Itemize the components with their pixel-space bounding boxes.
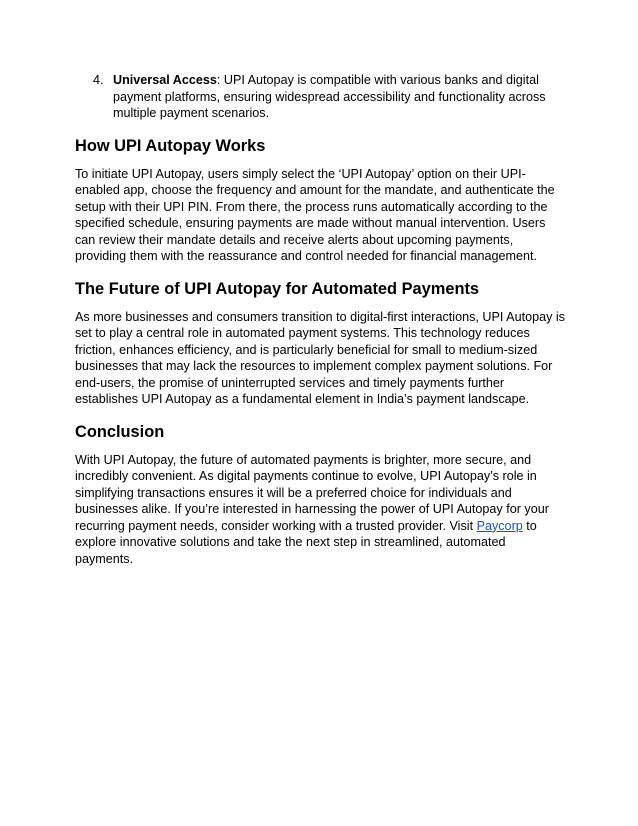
list-item-text: : UPI Autopay is compatible with various banks and digital payment platforms, ensuring widespread accessibility and functionality across multiple payment scenarios. — [113, 73, 546, 120]
conclusion-text-after-link: to explore innovative solutions and take the next step in streamlined, automated payments. — [75, 518, 537, 566]
heading-conclusion: Conclusion — [75, 422, 165, 441]
list-item-bold-label: Universal Access — [113, 73, 217, 87]
paycorp-link[interactable]: Paycorp — [476, 518, 523, 533]
list-item-universal-access — [75, 72, 567, 122]
paragraph-conclusion — [75, 452, 567, 568]
heading-how-upi-autopay-works: How UPI Autopay Works — [75, 136, 266, 155]
document-content — [75, 72, 567, 567]
list-number: 4. — [93, 73, 104, 87]
heading-future-of-upi-autopay: The Future of UPI Autopay for Automated Payments — [75, 279, 480, 298]
paragraph-how-it-works: To initiate UPI Autopay, users simply select the ‘UPI Autopay’ option on their UPI-enabled app, choose the frequency and amount for the mandate, and authenticate the setup with their UPI PIN. From there, the process runs automatically according to the specified schedule, ensuring payments are made without manual intervention. Users can review their mandate details and receive alerts about upcoming payments, providing them with the reassurance and control needed for financial management. — [75, 166, 555, 263]
conclusion-text-before-link: With UPI Autopay, the future of automated payments is brighter, more secure, and incredibly convenient. As digital payments continue to evolve, UPI Autopay’s role in simplifying transactions ensures it will be a preferred choice for individuals and businesses alike. If you’re interested in harnessing the power of UPI Autopay for your recurring payment needs, consider working with a trusted provider. Visit — [75, 452, 549, 533]
paragraph-future: As more businesses and consumers transition to digital-first interactions, UPI Autopay is set to play a central role in automated payment systems. This technology reduces friction, enhances efficiency, and is particularly beneficial for small to medium-sized businesses that may lack the resources to implement complex payment solutions. For end-users, the promise of uninterrupted services and timely payments further establishes UPI Autopay as a fundamental element in India’s payment landscape. — [75, 309, 565, 406]
